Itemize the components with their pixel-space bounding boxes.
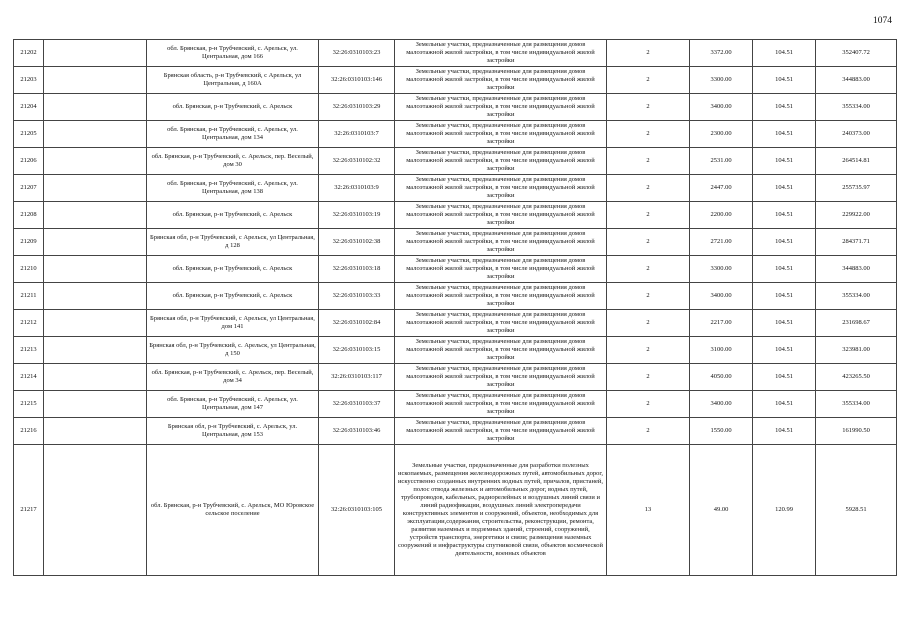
cadastral-number-cell: 32:26:0310103:146 bbox=[319, 67, 395, 94]
land-use-cell: Земельные участки, предназначенные для разработки полезных ископаемых, размещения железнодорожных путей, автомобильных дорог, искусственно созданных внутренних водных путей, причалов, пристаней, полос отвода железных и автомобильных дорог, водных путей, трубопроводов, кабельных, радиорелейных и воздушных линий связи и линий радиофикации, воздушных линий электропередачи конструктивных элементов и сооружений, объектов, необходимых для эксплуатации,содержания, строительства, реконструкции, ремонта, развития наземных и подземных зданий, строений, сооружений, устройств транспорта, энергетики и связи; размещения наземных сооружений и инфраструктуры спутниковой связи, объектов космической деятельности, военных объектов bbox=[395, 445, 607, 576]
spacer-cell bbox=[44, 175, 147, 202]
address-cell: обл. Брянская, р-н Трубчевский, с. Арельск, ул. Центральная, дом 134 bbox=[147, 121, 319, 148]
table-row bbox=[14, 337, 897, 364]
specific-value-cell: 104.51 bbox=[753, 418, 816, 445]
land-use-cell: Земельные участки, предназначенные для размещения домов малоэтажной жилой застройки, в том числе индивидуальной жилой застройки bbox=[395, 391, 607, 418]
table-row bbox=[14, 121, 897, 148]
row-id-cell: 21205 bbox=[14, 121, 44, 148]
use-group-cell: 2 bbox=[607, 202, 690, 229]
cadastral-number-cell: 32:26:0310103:33 bbox=[319, 283, 395, 310]
row-id-cell: 21207 bbox=[14, 175, 44, 202]
use-group-cell: 2 bbox=[607, 337, 690, 364]
land-registry-table bbox=[13, 39, 897, 576]
row-id-cell: 21215 bbox=[14, 391, 44, 418]
cadastral-number-cell: 32:26:0310103:29 bbox=[319, 94, 395, 121]
cadastral-value-cell: 352407.72 bbox=[816, 40, 897, 67]
cadastral-number-cell: 32:26:0310103:105 bbox=[319, 445, 395, 576]
spacer-cell bbox=[44, 94, 147, 121]
row-id-cell: 21203 bbox=[14, 67, 44, 94]
use-group-cell: 2 bbox=[607, 256, 690, 283]
use-group-cell: 2 bbox=[607, 148, 690, 175]
cadastral-value-cell: 355334.00 bbox=[816, 94, 897, 121]
use-group-cell: 2 bbox=[607, 283, 690, 310]
specific-value-cell: 104.51 bbox=[753, 256, 816, 283]
table-row bbox=[14, 67, 897, 94]
address-cell: обл. Брянская, р-н Трубчевский, с. Арельск bbox=[147, 256, 319, 283]
cadastral-number-cell: 32:26:0310103:18 bbox=[319, 256, 395, 283]
address-cell: Брянская область, р-н Трубчевский, с Арельск, ул Центральная, д 160А bbox=[147, 67, 319, 94]
row-id-cell: 21208 bbox=[14, 202, 44, 229]
cadastral-number-cell: 32:26:0310103:9 bbox=[319, 175, 395, 202]
use-group-cell: 2 bbox=[607, 67, 690, 94]
area-cell: 3372.00 bbox=[690, 40, 753, 67]
area-cell: 49.00 bbox=[690, 445, 753, 576]
use-group-cell: 2 bbox=[607, 175, 690, 202]
area-cell: 1550.00 bbox=[690, 418, 753, 445]
address-cell: обл. Брянская, р-н Трубчевский, с. Арельск, пер. Веселый, дом 30 bbox=[147, 148, 319, 175]
specific-value-cell: 104.51 bbox=[753, 202, 816, 229]
address-cell: обл. Брянская, р-н Трубчевский, с. Арельск bbox=[147, 283, 319, 310]
use-group-cell: 13 bbox=[607, 445, 690, 576]
use-group-cell: 2 bbox=[607, 364, 690, 391]
cadastral-value-cell: 240373.00 bbox=[816, 121, 897, 148]
cadastral-value-cell: 231698.67 bbox=[816, 310, 897, 337]
land-use-cell: Земельные участки, предназначенные для размещения домов малоэтажной жилой застройки, в том числе индивидуальной жилой застройки bbox=[395, 283, 607, 310]
area-cell: 4050.00 bbox=[690, 364, 753, 391]
row-id-cell: 21214 bbox=[14, 364, 44, 391]
address-cell: обл. Брянская, р-н Трубчевский, с. Арельск bbox=[147, 202, 319, 229]
table-row bbox=[14, 202, 897, 229]
address-cell: Брянская обл, р-н Трубчевский, с Арельск, ул Центральная, д 128 bbox=[147, 229, 319, 256]
area-cell: 3100.00 bbox=[690, 337, 753, 364]
cadastral-value-cell: 161990.50 bbox=[816, 418, 897, 445]
table-row bbox=[14, 175, 897, 202]
row-id-cell: 21211 bbox=[14, 283, 44, 310]
spacer-cell bbox=[44, 310, 147, 337]
land-use-cell: Земельные участки, предназначенные для размещения домов малоэтажной жилой застройки, в том числе индивидуальной жилой застройки bbox=[395, 94, 607, 121]
specific-value-cell: 104.51 bbox=[753, 391, 816, 418]
area-cell: 2300.00 bbox=[690, 121, 753, 148]
area-cell: 2217.00 bbox=[690, 310, 753, 337]
address-cell: Брянская обл, р-н Трубчевский, с. Арельск, ул. Центральная, дом 153 bbox=[147, 418, 319, 445]
specific-value-cell: 104.51 bbox=[753, 40, 816, 67]
spacer-cell bbox=[44, 256, 147, 283]
spacer-cell bbox=[44, 418, 147, 445]
spacer-cell bbox=[44, 337, 147, 364]
cadastral-value-cell: 264514.81 bbox=[816, 148, 897, 175]
table-row bbox=[14, 40, 897, 67]
specific-value-cell: 104.51 bbox=[753, 94, 816, 121]
use-group-cell: 2 bbox=[607, 391, 690, 418]
area-cell: 3400.00 bbox=[690, 391, 753, 418]
cadastral-number-cell: 32:26:0310103:7 bbox=[319, 121, 395, 148]
specific-value-cell: 104.51 bbox=[753, 337, 816, 364]
table-row bbox=[14, 445, 897, 576]
land-use-cell: Земельные участки, предназначенные для размещения домов малоэтажной жилой застройки, в том числе индивидуальной жилой застройки bbox=[395, 175, 607, 202]
cadastral-value-cell: 423265.50 bbox=[816, 364, 897, 391]
row-id-cell: 21204 bbox=[14, 94, 44, 121]
specific-value-cell: 104.51 bbox=[753, 175, 816, 202]
land-use-cell: Земельные участки, предназначенные для размещения домов малоэтажной жилой застройки, в том числе индивидуальной жилой застройки bbox=[395, 229, 607, 256]
spacer-cell bbox=[44, 229, 147, 256]
land-use-cell: Земельные участки, предназначенные для размещения домов малоэтажной жилой застройки, в том числе индивидуальной жилой застройки bbox=[395, 202, 607, 229]
specific-value-cell: 104.51 bbox=[753, 121, 816, 148]
cadastral-value-cell: 355334.00 bbox=[816, 283, 897, 310]
spacer-cell bbox=[44, 391, 147, 418]
address-cell: обл. Брянская, р-н Трубчевский, с. Арельск, ул. Центральная, дом 138 bbox=[147, 175, 319, 202]
use-group-cell: 2 bbox=[607, 40, 690, 67]
spacer-cell bbox=[44, 40, 147, 67]
row-id-cell: 21202 bbox=[14, 40, 44, 67]
address-cell: Брянская обл, р-н Трубчевский, с. Арельск, ул Центральная, д 150 bbox=[147, 337, 319, 364]
land-use-cell: Земельные участки, предназначенные для размещения домов малоэтажной жилой застройки, в том числе индивидуальной жилой застройки bbox=[395, 418, 607, 445]
area-cell: 2200.00 bbox=[690, 202, 753, 229]
specific-value-cell: 104.51 bbox=[753, 67, 816, 94]
cadastral-number-cell: 32:26:0310103:23 bbox=[319, 40, 395, 67]
land-use-cell: Земельные участки, предназначенные для размещения домов малоэтажной жилой застройки, в том числе индивидуальной жилой застройки bbox=[395, 148, 607, 175]
address-cell: обл. Брянская, р-н Трубчевский, с. Арельск, ул. Центральная, дом 166 bbox=[147, 40, 319, 67]
table-row bbox=[14, 94, 897, 121]
cadastral-number-cell: 32:26:0310103:117 bbox=[319, 364, 395, 391]
specific-value-cell: 104.51 bbox=[753, 310, 816, 337]
cadastral-value-cell: 344883.00 bbox=[816, 256, 897, 283]
use-group-cell: 2 bbox=[607, 310, 690, 337]
cadastral-value-cell: 355334.00 bbox=[816, 391, 897, 418]
area-cell: 3300.00 bbox=[690, 67, 753, 94]
area-cell: 3400.00 bbox=[690, 283, 753, 310]
table-row bbox=[14, 364, 897, 391]
specific-value-cell: 120.99 bbox=[753, 445, 816, 576]
cadastral-number-cell: 32:26:0310103:46 bbox=[319, 418, 395, 445]
cadastral-value-cell: 284371.71 bbox=[816, 229, 897, 256]
row-id-cell: 21213 bbox=[14, 337, 44, 364]
area-cell: 3400.00 bbox=[690, 94, 753, 121]
table-row bbox=[14, 283, 897, 310]
area-cell: 2721.00 bbox=[690, 229, 753, 256]
use-group-cell: 2 bbox=[607, 229, 690, 256]
specific-value-cell: 104.51 bbox=[753, 229, 816, 256]
spacer-cell bbox=[44, 121, 147, 148]
cadastral-value-cell: 229922.00 bbox=[816, 202, 897, 229]
page-number: 1074 bbox=[873, 16, 892, 26]
address-cell: обл. Брянская, р-н Трубчевский, с. Арельск, МО Юровское сельское поселение bbox=[147, 445, 319, 576]
land-use-cell: Земельные участки, предназначенные для размещения домов малоэтажной жилой застройки, в том числе индивидуальной жилой застройки bbox=[395, 67, 607, 94]
row-id-cell: 21216 bbox=[14, 418, 44, 445]
address-cell: Брянская обл, р-н Трубчевский, с Арельск, ул Центральная, дом 141 bbox=[147, 310, 319, 337]
land-use-cell: Земельные участки, предназначенные для размещения домов малоэтажной жилой застройки, в том числе индивидуальной жилой застройки bbox=[395, 256, 607, 283]
address-cell: обл. Брянская, р-н Трубчевский, с. Арельск, пер. Веселый, дом 34 bbox=[147, 364, 319, 391]
specific-value-cell: 104.51 bbox=[753, 283, 816, 310]
cadastral-value-cell: 255735.97 bbox=[816, 175, 897, 202]
area-cell: 3300.00 bbox=[690, 256, 753, 283]
cadastral-number-cell: 32:26:0310103:37 bbox=[319, 391, 395, 418]
spacer-cell bbox=[44, 445, 147, 576]
table-row bbox=[14, 391, 897, 418]
cadastral-number-cell: 32:26:0310102:32 bbox=[319, 148, 395, 175]
row-id-cell: 21210 bbox=[14, 256, 44, 283]
table-row bbox=[14, 256, 897, 283]
area-cell: 2447.00 bbox=[690, 175, 753, 202]
cadastral-number-cell: 32:26:0310102:84 bbox=[319, 310, 395, 337]
spacer-cell bbox=[44, 67, 147, 94]
spacer-cell bbox=[44, 364, 147, 391]
row-id-cell: 21206 bbox=[14, 148, 44, 175]
cadastral-number-cell: 32:26:0310103:15 bbox=[319, 337, 395, 364]
table-row bbox=[14, 229, 897, 256]
spacer-cell bbox=[44, 202, 147, 229]
row-id-cell: 21217 bbox=[14, 445, 44, 576]
address-cell: обл. Брянская, р-н Трубчевский, с. Арельск, ул. Центральная, дом 147 bbox=[147, 391, 319, 418]
address-cell: обл. Брянская, р-н Трубчевский, с. Арельск bbox=[147, 94, 319, 121]
table-row bbox=[14, 148, 897, 175]
specific-value-cell: 104.51 bbox=[753, 148, 816, 175]
land-use-cell: Земельные участки, предназначенные для размещения домов малоэтажной жилой застройки, в том числе индивидуальной жилой застройки bbox=[395, 40, 607, 67]
land-use-cell: Земельные участки, предназначенные для размещения домов малоэтажной жилой застройки, в том числе индивидуальной жилой застройки bbox=[395, 364, 607, 391]
use-group-cell: 2 bbox=[607, 418, 690, 445]
cadastral-value-cell: 5928.51 bbox=[816, 445, 897, 576]
cadastral-value-cell: 344883.00 bbox=[816, 67, 897, 94]
use-group-cell: 2 bbox=[607, 94, 690, 121]
table-row bbox=[14, 310, 897, 337]
row-id-cell: 21209 bbox=[14, 229, 44, 256]
table-row bbox=[14, 418, 897, 445]
use-group-cell: 2 bbox=[607, 121, 690, 148]
land-use-cell: Земельные участки, предназначенные для размещения домов малоэтажной жилой застройки, в том числе индивидуальной жилой застройки bbox=[395, 337, 607, 364]
cadastral-number-cell: 32:26:0310103:19 bbox=[319, 202, 395, 229]
specific-value-cell: 104.51 bbox=[753, 364, 816, 391]
land-use-cell: Земельные участки, предназначенные для размещения домов малоэтажной жилой застройки, в том числе индивидуальной жилой застройки bbox=[395, 310, 607, 337]
spacer-cell bbox=[44, 148, 147, 175]
area-cell: 2531.00 bbox=[690, 148, 753, 175]
cadastral-number-cell: 32:26:0310102:38 bbox=[319, 229, 395, 256]
cadastral-value-cell: 323981.00 bbox=[816, 337, 897, 364]
spacer-cell bbox=[44, 283, 147, 310]
row-id-cell: 21212 bbox=[14, 310, 44, 337]
land-use-cell: Земельные участки, предназначенные для размещения домов малоэтажной жилой застройки, в том числе индивидуальной жилой застройки bbox=[395, 121, 607, 148]
